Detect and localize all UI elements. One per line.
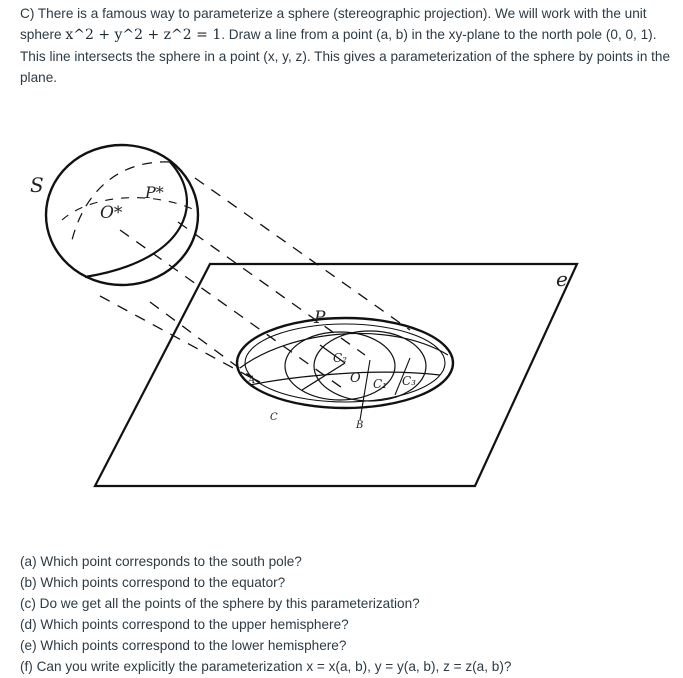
label-A: A bbox=[248, 375, 256, 386]
question-e: (e) Which points correspond to the lower hemisphere? bbox=[20, 638, 347, 653]
label-O: O bbox=[350, 371, 361, 386]
label-S: S bbox=[30, 173, 44, 197]
plane-circles bbox=[237, 318, 453, 420]
question-f: (f) Can you write explicitly the parameterization x = x(a, b), y = y(a, b), z = z(a, b)? bbox=[20, 659, 512, 674]
stereographic-projection-figure bbox=[0, 120, 683, 510]
label-P-star: P* bbox=[145, 183, 164, 202]
label-B: B bbox=[356, 420, 364, 431]
label-C2: C₂ bbox=[333, 351, 347, 365]
problem-text-part2: . Draw a line from a point (a, b) in the xy-plane to the north pole (0, 0, 1). This line intersects the sphere in a point (x, y, z). This gives a parameterization of the sphere by points in the plane. bbox=[20, 27, 671, 85]
label-e: e bbox=[556, 267, 568, 291]
problem-text-part1: C) There is a famous way to parameterize a sphere (stereographic projection). We will work with the unit sphere bbox=[20, 6, 647, 42]
question-list bbox=[20, 551, 675, 677]
label-P: P bbox=[314, 308, 326, 328]
sphere-equation: x^2 + y^2 + z^2 = 1 bbox=[65, 27, 222, 43]
problem-statement bbox=[20, 3, 675, 88]
question-d: (d) Which points correspond to the upper hemisphere? bbox=[20, 617, 349, 632]
label-C1: C₁ bbox=[373, 377, 387, 391]
question-b: (b) Which points correspond to the equator? bbox=[20, 575, 286, 590]
question-c: (c) Do we get all the points of the sphere by this parameterization? bbox=[20, 596, 420, 611]
label-C3: C₃ bbox=[402, 374, 416, 388]
figure-svg bbox=[0, 120, 683, 510]
question-a: (a) Which point corresponds to the south pole? bbox=[20, 554, 302, 569]
plane bbox=[95, 264, 577, 486]
label-C: C bbox=[270, 412, 278, 423]
label-O-star: O* bbox=[100, 203, 123, 223]
